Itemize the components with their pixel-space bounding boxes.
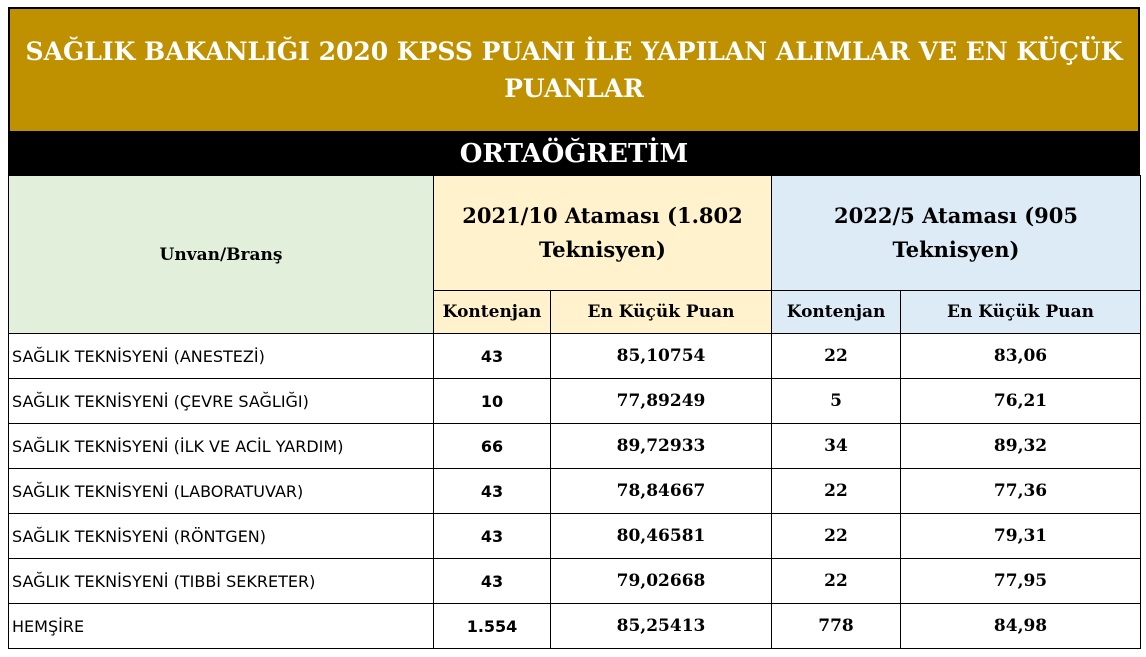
puan-2021-cell: 85,25413 — [551, 604, 772, 649]
kontenjan-2021-cell: 43 — [434, 469, 551, 514]
kontenjan-2022-cell: 22 — [772, 469, 901, 514]
puan-2022-cell: 83,06 — [901, 334, 1141, 379]
table-row — [9, 514, 1141, 559]
kontenjan-2022-cell: 778 — [772, 604, 901, 649]
kontenjan-2022-cell: 22 — [772, 559, 901, 604]
kontenjan-2021-cell: 43 — [434, 514, 551, 559]
puan-2021-header: En Küçük Puan — [551, 291, 772, 334]
unvan-cell: SAĞLIK TEKNİSYENİ (RÖNTGEN) — [9, 514, 434, 559]
unvan-cell: HEMŞİRE — [9, 604, 434, 649]
kontenjan-2021-cell: 66 — [434, 424, 551, 469]
kontenjan-2022-cell: 22 — [772, 334, 901, 379]
unvan-cell: SAĞLIK TEKNİSYENİ (LABORATUVAR) — [9, 469, 434, 514]
kontenjan-2022-cell: 22 — [772, 514, 901, 559]
puan-2021-cell: 78,84667 — [551, 469, 772, 514]
kontenjan-2022-cell: 34 — [772, 424, 901, 469]
puan-2021-cell: 77,89249 — [551, 379, 772, 424]
puan-2022-cell: 79,31 — [901, 514, 1141, 559]
puan-2021-cell: 89,72933 — [551, 424, 772, 469]
kontenjan-2021-cell: 43 — [434, 559, 551, 604]
header-row — [9, 176, 1141, 291]
table-row — [9, 379, 1141, 424]
unvan-cell: SAĞLIK TEKNİSYENİ (ANESTEZİ) — [9, 334, 434, 379]
unvan-header: Unvan/Branş — [9, 176, 434, 334]
table-row — [9, 469, 1141, 514]
kontenjan-2022-header: Kontenjan — [772, 291, 901, 334]
kontenjan-2021-cell: 43 — [434, 334, 551, 379]
kontenjan-2021-cell: 10 — [434, 379, 551, 424]
puan-2022-cell: 84,98 — [901, 604, 1141, 649]
page-title: SAĞLIK BAKANLIĞI 2020 KPSS PUANI İLE YAPILAN ALIMLAR VE EN KÜÇÜK PUANLAR — [8, 7, 1140, 133]
table-row — [9, 424, 1141, 469]
scores-table — [8, 175, 1141, 649]
unvan-cell: SAĞLIK TEKNİSYENİ (TIBBİ SEKRETER) — [9, 559, 434, 604]
kontenjan-2021-cell: 1.554 — [434, 604, 551, 649]
puan-2022-cell: 77,36 — [901, 469, 1141, 514]
section-heading: ORTAÖĞRETİM — [8, 133, 1140, 175]
table-row — [9, 334, 1141, 379]
period-2021-header: 2021/10 Ataması (1.802 Teknisyen) — [434, 176, 772, 291]
puan-2021-cell: 79,02668 — [551, 559, 772, 604]
puan-2022-header: En Küçük Puan — [901, 291, 1141, 334]
puan-2022-cell: 77,95 — [901, 559, 1141, 604]
period-2022-header: 2022/5 Ataması (905 Teknisyen) — [772, 176, 1141, 291]
puan-2022-cell: 76,21 — [901, 379, 1141, 424]
table-row — [9, 559, 1141, 604]
puan-2022-cell: 89,32 — [901, 424, 1141, 469]
document — [8, 7, 1140, 649]
kontenjan-2022-cell: 5 — [772, 379, 901, 424]
puan-2021-cell: 80,46581 — [551, 514, 772, 559]
puan-2021-cell: 85,10754 — [551, 334, 772, 379]
table-row — [9, 604, 1141, 649]
unvan-cell: SAĞLIK TEKNİSYENİ (ÇEVRE SAĞLIĞI) — [9, 379, 434, 424]
kontenjan-2021-header: Kontenjan — [434, 291, 551, 334]
unvan-cell: SAĞLIK TEKNİSYENİ (İLK VE ACİL YARDIM) — [9, 424, 434, 469]
